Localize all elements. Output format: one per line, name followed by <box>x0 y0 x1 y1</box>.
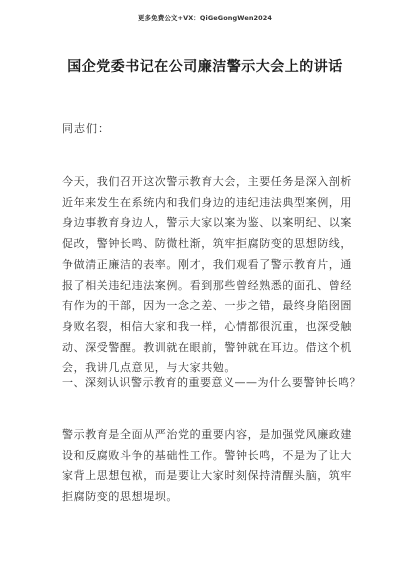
salutation: 同志们： <box>62 122 110 135</box>
section-heading-1: 一、深刻认识警示教育的重要意义——为什么要警钟长鸣？ <box>62 376 361 389</box>
document-title: 国企党委书记在公司廉洁警示大会上的讲话 <box>67 59 343 75</box>
paragraph-1: 今天，我们召开这次警示教育大会，主要任务是深入剖析近年来发生在系统内和我们身边的违纪违法典型案例，用身边事教育身边人，警示大家以案为鉴、以案明纪、以案促改，警钟长鸣、防微杜渐，筑牢拒腐防变的思想防线，争做清正廉洁的表率。刚才，我们观看了警示教育片，通报了相关违纪违法案例。看到那些曾经熟悉的面孔、曾经有作为的干部，因为一念之差、一步之错，最终身陷囹圄身败名裂，相信大家和我一样，心情都很沉重，也深受触动、深受警醒。教训就在眼前，警钟就在耳边。借这个机会，我讲几点意见，与大家共勉。 <box>62 175 352 375</box>
header-note: 更多免费公文+VX：QiGeGongWen2024 <box>137 14 273 22</box>
paragraph-2: 警示教育是全面从严治党的重要内容，是加强党风廉政建设和反腐败斗争的基础性工作。警钟长鸣，不是为了让大家背上思想包袱，而是要让大家时刻保持清醒头脑，筑牢拒腐防变的思想堤坝。 <box>62 428 352 504</box>
